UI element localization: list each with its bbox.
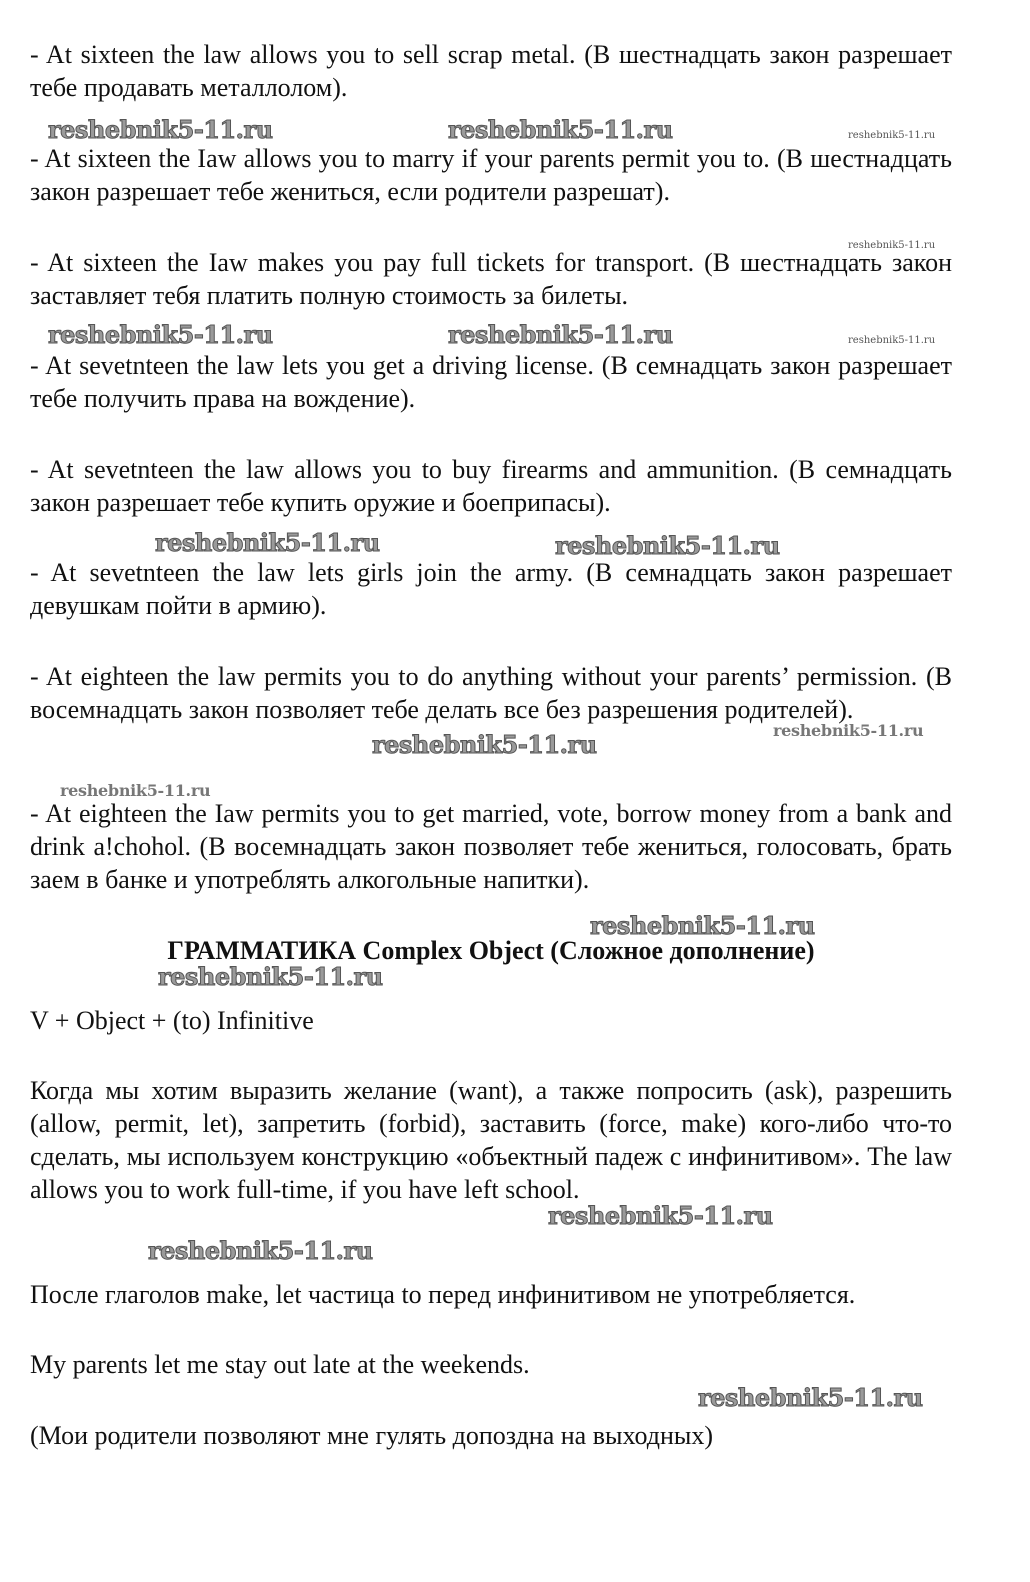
watermark: reshebnik5-11.ru: [590, 911, 815, 940]
paragraph-explanation: Когда мы хотим выразить желание (want), а также попросить (ask), разрешить (allow, permit, let), запретить (forbid), заставить (force, make) кого-либо что-то сделать, мы используем конструкцию «объектный падеж с инфинитивом». The law allows you to work full-time, if you have left school.: [30, 1076, 952, 1204]
watermark: reshebnik5-11.ru: [48, 115, 273, 144]
watermark: reshebnik5-11.ru: [848, 240, 936, 251]
watermark: reshebnik5-11.ru: [555, 531, 780, 560]
example-translation: (Мои родители позволяют мне гулять допоздна на выходных): [30, 1421, 713, 1450]
paragraph-firearms: - At sevetnteen the law allows you to buy firearms and ammunition. (В семнадцать закон разрешает тебе купить оружие и боеприпасы).: [30, 455, 952, 517]
section-heading: ГРАММАТИКА Complex Object (Сложное дополнение): [167, 936, 815, 965]
watermark: reshebnik5-11.ru: [548, 1201, 773, 1230]
paragraph-scrap-metal: - At sixteen the law allows you to sell scrap metal. (В шестнадцать закон разрешает тебе продавать металлолом).: [30, 40, 952, 102]
example-sentence: My parents let me stay out late at the weekends.: [30, 1350, 530, 1379]
formula: V + Object + (to) Infinitive: [30, 1006, 314, 1035]
paragraph-note: После глаголов make, let частица to перед инфинитивом не употребляется.: [30, 1280, 856, 1309]
watermark: reshebnik5-11.ru: [158, 962, 383, 991]
watermark: reshebnik5-11.ru: [773, 721, 924, 740]
paragraph-tickets: - At sixteen the Iaw makes you pay full tickets for transport. (В шестнадцать закон заставляет тебя платить полную стоимость за билеты.: [30, 248, 952, 310]
watermark: reshebnik5-11.ru: [698, 1383, 923, 1412]
watermark: reshebnik5-11.ru: [48, 320, 273, 349]
watermark: reshebnik5-11.ru: [848, 130, 936, 141]
watermark: reshebnik5-11.ru: [148, 1236, 373, 1265]
watermark: reshebnik5-11.ru: [448, 320, 673, 349]
watermark: reshebnik5-11.ru: [372, 730, 597, 759]
watermark: reshebnik5-11.ru: [848, 335, 936, 346]
paragraph-married-vote: - At eighteen the Iaw permits you to get married, vote, borrow money from a bank and drink a!chohol. (В восемнадцать закон позволяет тебе жениться, голосовать, брать заем в банке и употреблять алкогольные напитки).: [30, 799, 952, 894]
watermark: reshebnik5-11.ru: [60, 781, 211, 800]
watermark: reshebnik5-11.ru: [448, 115, 673, 144]
watermark: reshebnik5-11.ru: [155, 528, 380, 557]
paragraph-anything: - At eighteen the law permits you to do anything without your parents’ permission. (В восемнадцать закон позволяет тебе делать все без разрешения родителей).: [30, 662, 952, 724]
paragraph-army: - At sevetnteen the law lets girls join the army. (В семнадцать закон разрешает девушкам пойти в армию).: [30, 558, 952, 620]
paragraph-marry: - At sixteen the Iaw allows you to marry if your parents permit you to. (В шестнадцать закон разрешает тебе жениться, если родители разрешат).: [30, 144, 952, 206]
paragraph-driving: - At sevetnteen the law lets you get a driving license. (В семнадцать закон разрешает тебе получить права на вождение).: [30, 351, 952, 413]
